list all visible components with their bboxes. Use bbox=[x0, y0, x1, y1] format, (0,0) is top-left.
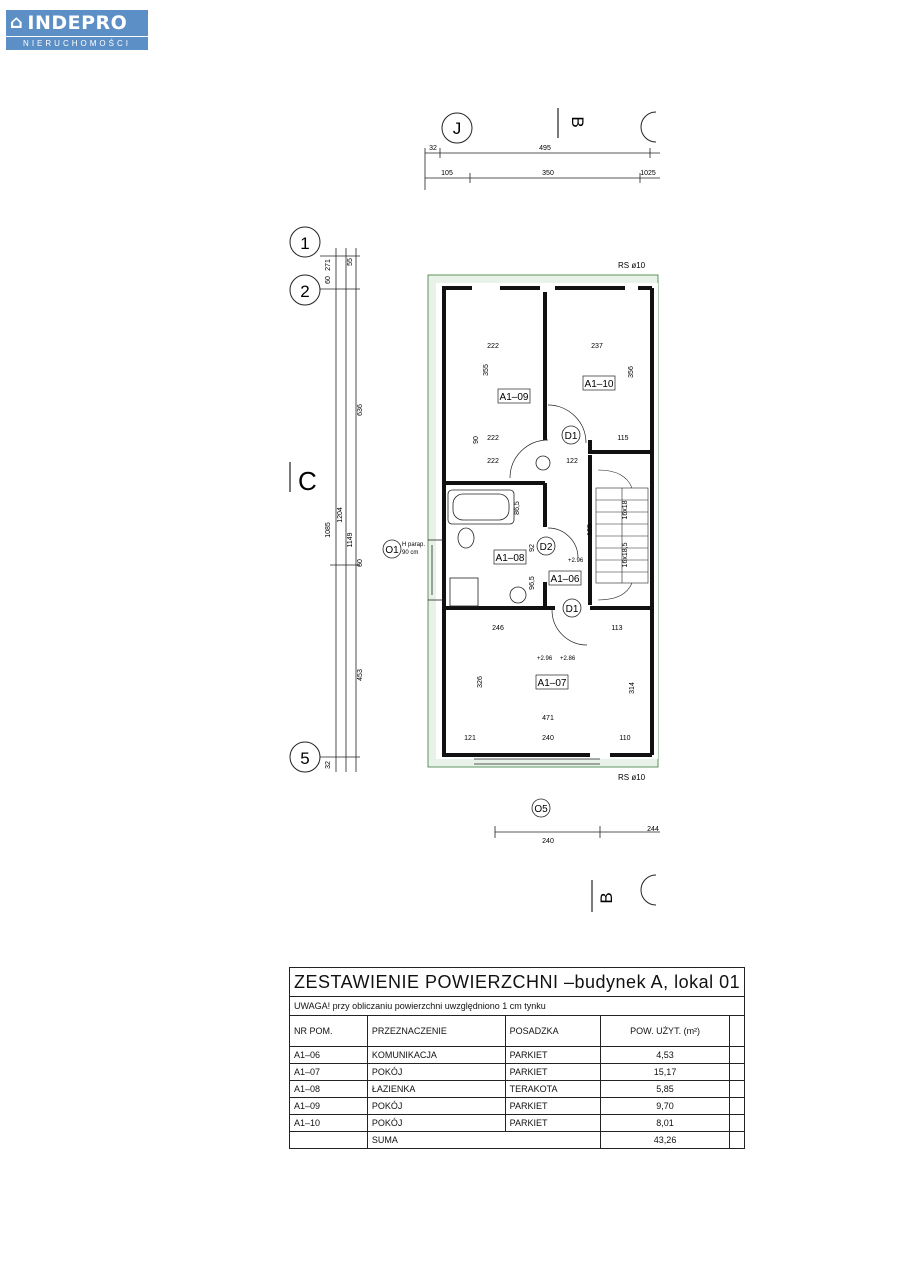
dim-text: 110 bbox=[619, 735, 631, 742]
parapet-label-2: 90 cm bbox=[402, 550, 419, 556]
dim-text: 240 bbox=[542, 838, 554, 845]
dim-text: 356 bbox=[628, 366, 635, 378]
parapet-label-1: H parap. bbox=[402, 542, 426, 548]
table-total-row bbox=[290, 1132, 745, 1149]
cell bbox=[730, 1098, 745, 1115]
dim-text: 237 bbox=[591, 343, 603, 350]
table-row bbox=[290, 1081, 745, 1098]
level-label: +2.96 bbox=[568, 558, 584, 564]
rs-label-top: RS ø10 bbox=[618, 261, 646, 270]
cell bbox=[730, 1115, 745, 1132]
dim-text: 60 bbox=[325, 276, 332, 284]
room-label-a1-10: A1–10 bbox=[584, 379, 614, 390]
level-label: +2.96 bbox=[537, 656, 553, 662]
table-row bbox=[290, 1064, 745, 1081]
door-marker-d1-top: D1 bbox=[564, 431, 578, 442]
dim-text: 122 bbox=[566, 458, 578, 465]
dim-text: 113 bbox=[611, 625, 623, 632]
dim-text: 1085 bbox=[325, 522, 332, 538]
dim-text: 32 bbox=[429, 145, 437, 152]
axis-partial-icon bbox=[641, 875, 656, 905]
dim-text: 16x18,5 bbox=[622, 542, 629, 568]
table-row bbox=[290, 1047, 745, 1064]
dim-text: 105 bbox=[441, 170, 453, 177]
room-label-a1-09: A1–09 bbox=[499, 392, 529, 403]
level-label: +2.86 bbox=[560, 656, 576, 662]
window-marker-o5: O5 bbox=[534, 804, 548, 815]
dim-text: 244 bbox=[647, 826, 659, 833]
dim-text: 471 bbox=[542, 715, 554, 722]
dim-text: 60 bbox=[357, 559, 364, 567]
cell: TERAKOTA bbox=[505, 1081, 600, 1098]
dim-text: 1025 bbox=[640, 170, 656, 177]
dim-text: 495 bbox=[539, 145, 551, 152]
axis-label-5: 5 bbox=[300, 749, 310, 768]
column-header: POW. UŻYT. (m²) bbox=[600, 1016, 730, 1047]
dim-text: 350 bbox=[542, 170, 554, 177]
rs-label-bottom: RS ø10 bbox=[618, 773, 646, 782]
axis-label-1: 1 bbox=[300, 234, 310, 253]
table-header-row bbox=[290, 1016, 745, 1047]
table-note-row bbox=[290, 997, 745, 1016]
axis-label-j: J bbox=[452, 119, 462, 138]
dim-text: 222 bbox=[487, 435, 499, 442]
axis-partial-icon bbox=[641, 112, 656, 142]
dim-text: 222 bbox=[487, 343, 499, 350]
logo-tagline: NIERUCHOMOŚCI bbox=[6, 37, 148, 50]
section-label-c: C bbox=[298, 466, 317, 496]
column-header: POSADZKA bbox=[505, 1016, 600, 1047]
cell bbox=[730, 1081, 745, 1098]
cell: A1–06 bbox=[290, 1047, 368, 1064]
door-marker-d2: D2 bbox=[539, 542, 553, 553]
dim-text: 355 bbox=[483, 364, 490, 376]
cell: PARKIET bbox=[505, 1047, 600, 1064]
door-marker-d1-bottom: D1 bbox=[565, 604, 579, 615]
cell bbox=[730, 1132, 745, 1149]
room-label-a1-06: A1–06 bbox=[550, 574, 580, 585]
dim-text: 314 bbox=[629, 682, 636, 694]
cell: 15,17 bbox=[600, 1064, 730, 1081]
table-note: UWAGA! przy obliczaniu powierzchni uwzględniono 1 cm tynku bbox=[290, 997, 745, 1016]
dim-text: 222 bbox=[487, 458, 499, 465]
window-marker-o1: O1 bbox=[385, 545, 399, 556]
cell: 9,70 bbox=[600, 1098, 730, 1115]
dim-text: 1204 bbox=[337, 507, 344, 523]
column-header: PRZEZNACZENIE bbox=[367, 1016, 505, 1047]
dim-text: 32 bbox=[325, 761, 332, 769]
area-summary-table bbox=[289, 967, 745, 1149]
dim-text: 96,5 bbox=[529, 576, 536, 590]
cell: PARKIET bbox=[505, 1098, 600, 1115]
cell bbox=[730, 1047, 745, 1064]
dim-text: 86,5 bbox=[514, 501, 521, 515]
table-row bbox=[290, 1098, 745, 1115]
cell: POKÓJ bbox=[367, 1098, 505, 1115]
cell: 5,85 bbox=[600, 1081, 730, 1098]
cell: A1–07 bbox=[290, 1064, 368, 1081]
column-header bbox=[730, 1016, 745, 1047]
column-header: NR POM. bbox=[290, 1016, 368, 1047]
dim-text: 55 bbox=[347, 258, 354, 266]
table-row bbox=[290, 1115, 745, 1132]
total-label: SUMA bbox=[367, 1132, 600, 1149]
room-label-a1-08: A1–08 bbox=[495, 553, 525, 564]
dim-text: 16x18 bbox=[622, 500, 629, 520]
cell: PARKIET bbox=[505, 1064, 600, 1081]
cell: 4,53 bbox=[600, 1047, 730, 1064]
dim-text: 326 bbox=[477, 676, 484, 688]
total-value: 43,26 bbox=[600, 1132, 730, 1149]
logo-mark-icon: ⌂ bbox=[10, 12, 24, 33]
cell: POKÓJ bbox=[367, 1064, 505, 1081]
cell: KOMUNIKACJA bbox=[367, 1047, 505, 1064]
logo-name: INDEPRO bbox=[27, 12, 128, 34]
room-label-a1-07: A1–07 bbox=[537, 678, 567, 689]
cell: ŁAZIENKA bbox=[367, 1081, 505, 1098]
table-title: ZESTAWIENIE POWIERZCHNI –budynek A, lokal 01 bbox=[290, 968, 745, 997]
cell bbox=[290, 1132, 368, 1149]
dim-text: 90 bbox=[473, 436, 480, 444]
cell: POKÓJ bbox=[367, 1115, 505, 1132]
dim-text: 125 bbox=[587, 524, 594, 536]
cell: A1–08 bbox=[290, 1081, 368, 1098]
table-title-row bbox=[290, 968, 745, 997]
section-label-b-top: B bbox=[568, 116, 587, 128]
cell: 8,01 bbox=[600, 1115, 730, 1132]
cell bbox=[730, 1064, 745, 1081]
dim-text: 1149 bbox=[347, 532, 354, 548]
section-label-b-bottom: B bbox=[597, 892, 616, 904]
dim-text: 636 bbox=[357, 404, 364, 416]
axis-label-2: 2 bbox=[300, 282, 310, 301]
dim-text: 246 bbox=[492, 625, 504, 632]
dim-text: 453 bbox=[357, 669, 364, 681]
dim-text: 121 bbox=[464, 735, 476, 742]
dim-text: 92 bbox=[529, 544, 536, 552]
dim-text: 240 bbox=[542, 735, 554, 742]
cell: A1–10 bbox=[290, 1115, 368, 1132]
dim-text: 271 bbox=[325, 259, 332, 271]
dim-text: 115 bbox=[617, 435, 629, 442]
cell: PARKIET bbox=[505, 1115, 600, 1132]
cell: A1–09 bbox=[290, 1098, 368, 1115]
